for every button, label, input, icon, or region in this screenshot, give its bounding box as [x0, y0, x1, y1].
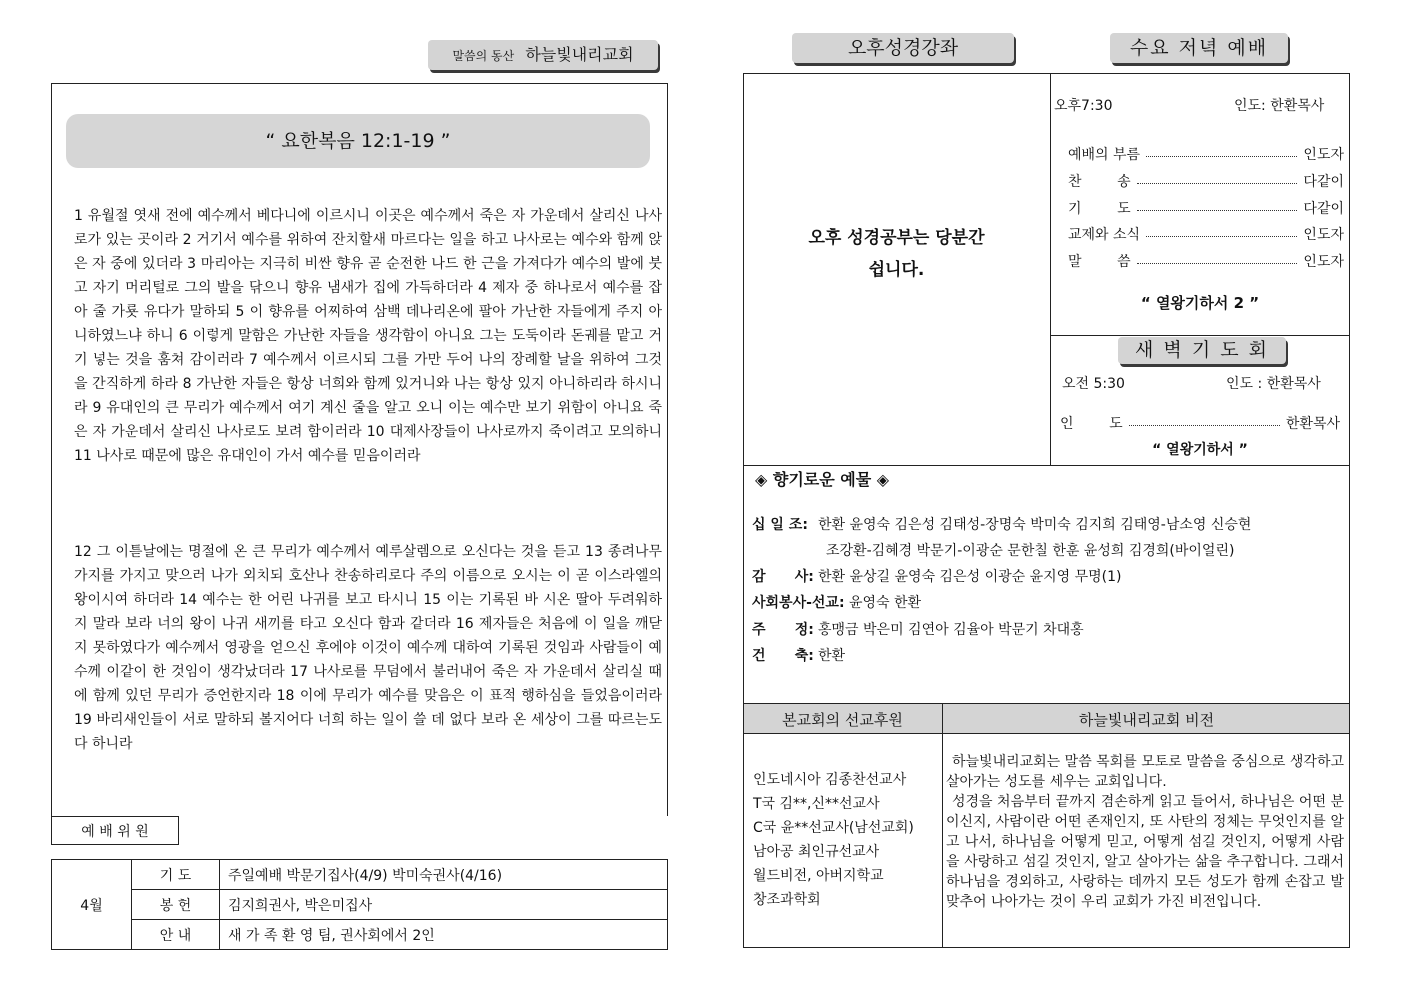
missions-header: 본교회의 선교후원: [782, 711, 903, 729]
service-label: 사회봉사-선교:: [752, 595, 845, 611]
leader-dots: [1137, 263, 1298, 264]
wednesday-sermon: “ 열왕기하서 2 ”: [1140, 294, 1260, 312]
list-item: 월드비전, 아버지학교: [753, 868, 884, 884]
dawn-time: 오전 5:30: [1062, 376, 1125, 392]
offerings-title: ◈ 향기로운 예물 ◈: [755, 470, 890, 489]
vision-header: 하늘빛내리교회 비전: [1078, 711, 1215, 729]
leader-dots: [1146, 156, 1297, 157]
tithe-line-2: 조강환-김혜경 박문기-이광순 문한칠 한훈 윤성희 김경희(바이얼린): [826, 543, 1235, 559]
list-item: 창조과학회: [753, 892, 821, 908]
order-item: 찬 송: [1068, 174, 1131, 190]
building-line: [752, 645, 845, 665]
wednesday-leader: 인도: 한환목사: [1234, 98, 1325, 114]
church-motto: 말씀의 동산: [452, 49, 515, 63]
thanks-names: 한환 윤상길 윤영숙 김은성 이광순 윤지영 무명(1): [818, 569, 1122, 585]
vision-text: [946, 752, 1344, 912]
tithe-names-1: 한환 윤영숙 김은성 김태성-장명숙 박미숙 김지희 김태영-남소영 신승현: [818, 517, 1252, 533]
order-item: 기 도: [1068, 201, 1131, 217]
worship-role: 안 내: [132, 920, 220, 950]
afternoon-notice-line-2: 쉽니다.: [868, 260, 925, 280]
tithe-line: [752, 514, 1251, 534]
list-item: C국 윤**선교사(남선교회): [753, 820, 914, 836]
order-row: [1068, 251, 1344, 271]
missions-list: [753, 768, 939, 912]
scripture-paragraph-2: 12 그 이튿날에는 명절에 온 큰 무리가 예수께서 예루살렘으로 오신다는 것을 듣고 13 종려나무 가지를 가지고 맞으러 나가 외치되 호산나 찬송하리로다 주의 이름으로 오시는 이 곧 이스라엘의 왕이시여 하더라 14 예수는 한 어린 나귀를 보고 타시니 15 이는 기록된 바 시온 딸아 두려워하지 말라 보라 너의 왕이 나귀 새끼를 타고 오신다 함과 같더라 16 제자들은 처음에 이 일을 깨닫지 못하였다가 예수께서 영광을 얻으신 후에야 이것이 예수께 대하여 기록된 것임과 사람들이 예수께 이같이 한 것임이 생각났더라 17 나사로를 무덤에서 불러내어 죽은 자 가운데서 살리실 때에 함께 있던 무리가 증언한지라 18 이에 무리가 예수를 맞음은 이 표적 행하심을 들었음이러라 19 바리새인들이 서로 말하되 볼지어다 너희 하는 일이 쓸 데 없다 보라 온 세상이 그를 따르는도다 하니라: [74, 544, 662, 752]
scripture-paragraph-1: 1 유월절 엿새 전에 예수께서 베다니에 이르시니 이곳은 예수께서 죽은 자 가운데서 살리신 나사로가 있는 곳이라 2 거기서 예수를 위하여 잔치할새 마르다는 일을 하고 나사로는 예수와 함께 앉은 자 중에 있더라 3 마리아는 지극히 비싼 향유 곧 순전한 나드 한 근을 가져다가 예수의 발에 붓고 자기 머리털로 그의 발을 닦으니 향유 냄새가 집에 가득하더라 4 제자 중 하나로서 예수를 잡아 줄 가룟 유다가 말하되 5 이 향유를 어찌하여 삼백 데나리온에 팔아 가난한 자들에게 주지 아니하였느냐 하니 6 이렇게 말함은 가난한 자들을 생각함이 아니요 그는 도둑이라 돈궤를 맡고 거기 넣는 것을 훔쳐 감이러라 7 예수께서 이르시되 그를 가만 두어 나의 장례할 날을 위하여 그것을 간직하게 하라 8 가난한 자들은 항상 너희와 함께 있거니와 나는 항상 있지 아니하리라 하시니라 9 유대인의 큰 무리가 예수께서 여기 계신 줄을 알고 오니 이는 예수만 보기 위함이 아니요 죽은 자 가운데서 살리신 나사로도 보려 함이러라 10 대제사장들이 나사로까지 죽이려고 모의하니 11 나사로 때문에 많은 유대인이 가서 예수를 믿음이러라: [74, 208, 662, 464]
list-item: 남아공 최인규선교사: [753, 844, 880, 860]
leader-dots: [1137, 183, 1298, 184]
church-header-badge: [428, 40, 658, 70]
thanks-label: 감 사:: [752, 569, 814, 585]
table-row: [52, 920, 668, 950]
building-label: 건 축:: [752, 648, 814, 664]
dawn-item: 인 도: [1060, 416, 1123, 432]
wednesday-title: 수요 저녁 예배: [1129, 37, 1269, 59]
dawn-divider: [1050, 335, 1350, 336]
right-top-divider: [1050, 73, 1051, 466]
order-item: 교제와 소식: [1068, 227, 1141, 243]
dawn-sermon: “ 열왕기하서 ”: [1152, 442, 1248, 458]
worship-month: 4월: [52, 860, 132, 950]
worship-role: 봉 헌: [132, 890, 220, 920]
dawn-title: 새 벽 기 도 회: [1135, 339, 1269, 361]
leader-dots: [1146, 236, 1297, 237]
tithe-label: 십 일 조:: [752, 517, 808, 533]
scripture-title-banner: [66, 114, 650, 168]
church-name: 하늘빛내리교회: [525, 45, 634, 64]
leader-dots: [1129, 425, 1280, 426]
list-item: T국 김**,신**선교사: [753, 796, 880, 812]
order-item: 말 씀: [1068, 254, 1131, 270]
worship-staff-label: 예 배 위 원: [81, 824, 149, 840]
wednesday-title-badge: [1110, 33, 1288, 63]
vision-paragraph-2: 성경을 처음부터 끝까지 겸손하게 읽고 들어서, 하나님은 어떤 분이신지, 사람이란 어떤 존재인지, 또 사탄의 정체는 무엇인지를 알고 나서, 하나님을 어떻게 믿고, 어떻게 섬길 것인지, 어떻게 사람을 사랑하고 섬길 것인지, 알고 살아가는 삶을 추구합니다. 그래서 하나님을 경외하고, 사랑하는 데까지 모든 성도가 함께 손잡고 발 맞추어 나아가는 것이 우리 교회가 가진 비전입니다.: [946, 794, 1344, 910]
designated-label: 주 정:: [752, 622, 814, 638]
service-names: 윤영숙 한환: [849, 595, 922, 611]
dawn-title-badge: [1118, 337, 1286, 364]
list-item: 인도네시아 김종찬선교사: [753, 772, 907, 788]
order-person: 다같이: [1303, 174, 1344, 190]
order-row: [1068, 171, 1344, 191]
worship-staff-table: [51, 859, 668, 950]
table-row: [52, 860, 668, 890]
scripture-title: “ 요한복음 12:1-19 ”: [265, 130, 451, 152]
table-row: [52, 890, 668, 920]
afternoon-title-badge: [792, 33, 1014, 63]
afternoon-notice-line-1: 오후 성경공부는 당분간: [808, 228, 985, 248]
order-person: 인도자: [1303, 227, 1344, 243]
worship-detail: 김지희권사, 박은미집사: [220, 890, 668, 920]
vision-paragraph-1: 하늘빛내리교회는 말씀 목회를 모토로 말씀을 중심으로 생각하고 살아가는 성도를 세우는 교회입니다.: [946, 754, 1344, 790]
order-row: [1068, 224, 1344, 244]
order-item: 예배의 부름: [1068, 147, 1141, 163]
thanks-line: [752, 566, 1122, 586]
service-line: [752, 592, 921, 612]
worship-role: 기 도: [132, 860, 220, 890]
dawn-row: [1060, 413, 1340, 433]
dawn-person: 한환목사: [1285, 416, 1340, 432]
designated-names: 홍맹금 박은미 김연아 김율아 박문기 차대홍: [818, 622, 1084, 638]
designated-line: [752, 619, 1084, 639]
dawn-leader: 인도 : 한환목사: [1226, 376, 1321, 392]
afternoon-title: 오후성경강좌: [847, 37, 959, 59]
leader-dots: [1137, 210, 1298, 211]
wednesday-time: 오후7:30: [1054, 98, 1113, 114]
order-row: [1068, 198, 1344, 218]
worship-detail: 새 가 족 환 영 팀, 권사회에서 2인: [220, 920, 668, 950]
order-person: 인도자: [1303, 254, 1344, 270]
missions-vision-divider: [942, 703, 943, 948]
building-names: 한환: [818, 648, 846, 664]
worship-detail: 주일예배 박문기집사(4/9) 박미숙권사(4/16): [220, 860, 668, 890]
worship-staff-label-box: [51, 816, 179, 845]
order-person: 다같이: [1303, 201, 1344, 217]
order-person: 인도자: [1303, 147, 1344, 163]
order-row: [1068, 144, 1344, 164]
afternoon-notice: [743, 222, 1050, 286]
